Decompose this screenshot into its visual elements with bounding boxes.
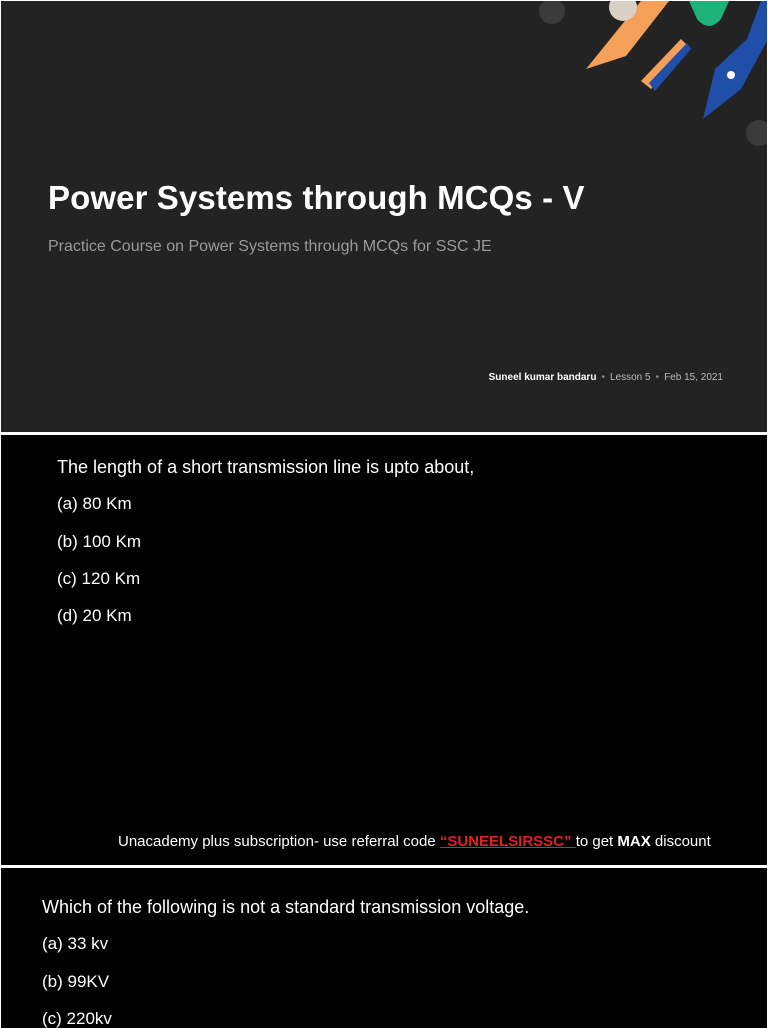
- deco-circle-right: [746, 120, 767, 146]
- question-1-text: The length of a short transmission line is upto about,: [57, 457, 475, 477]
- referral-promo: [118, 833, 711, 850]
- referral-code: “SUNEELSIRSSC”: [439, 833, 576, 850]
- question-2-text: Which of the following is not a standard transmission voltage.: [42, 897, 530, 917]
- cover-subtitle: Practice Course on Power Systems through MCQs for SSC JE: [48, 238, 492, 255]
- cover-meta: [489, 372, 723, 383]
- question-1-option-c: (c) 120 Km: [57, 569, 141, 588]
- cover-slide: [1, 1, 767, 432]
- question-1-option-d: (d) 20 Km: [57, 606, 132, 625]
- promo-max: MAX: [617, 833, 651, 850]
- question-slide-1: [1, 435, 767, 865]
- lesson-date: Feb 15, 2021: [664, 372, 723, 383]
- lesson-label: Lesson 5: [609, 372, 651, 383]
- promo-suffix: discount: [650, 833, 711, 850]
- promo-middle: to get: [575, 833, 618, 850]
- question-2-option-b: (b) 99KV: [42, 972, 110, 991]
- question-slide-2: [1, 868, 767, 1028]
- author-name: Suneel kumar bandaru: [488, 372, 597, 383]
- meta-separator: •: [601, 372, 605, 383]
- deco-pen-dot: [727, 71, 735, 79]
- promo-prefix: Unacademy plus subscription- use referral code: [118, 833, 440, 850]
- question-2-option-c: (c) 220kv: [42, 1009, 112, 1028]
- question-1-option-a: (a) 80 Km: [57, 494, 132, 513]
- deco-bowtie-orange: [641, 39, 688, 89]
- question-1-option-b: (b) 100 Km: [57, 532, 142, 551]
- deco-circle-top: [539, 1, 565, 24]
- meta-separator: •: [655, 372, 660, 383]
- question-2-option-a: (a) 33 kv: [42, 934, 109, 953]
- cover-title: Power Systems through MCQs - V: [48, 179, 585, 216]
- deco-leaf-green: [689, 1, 729, 26]
